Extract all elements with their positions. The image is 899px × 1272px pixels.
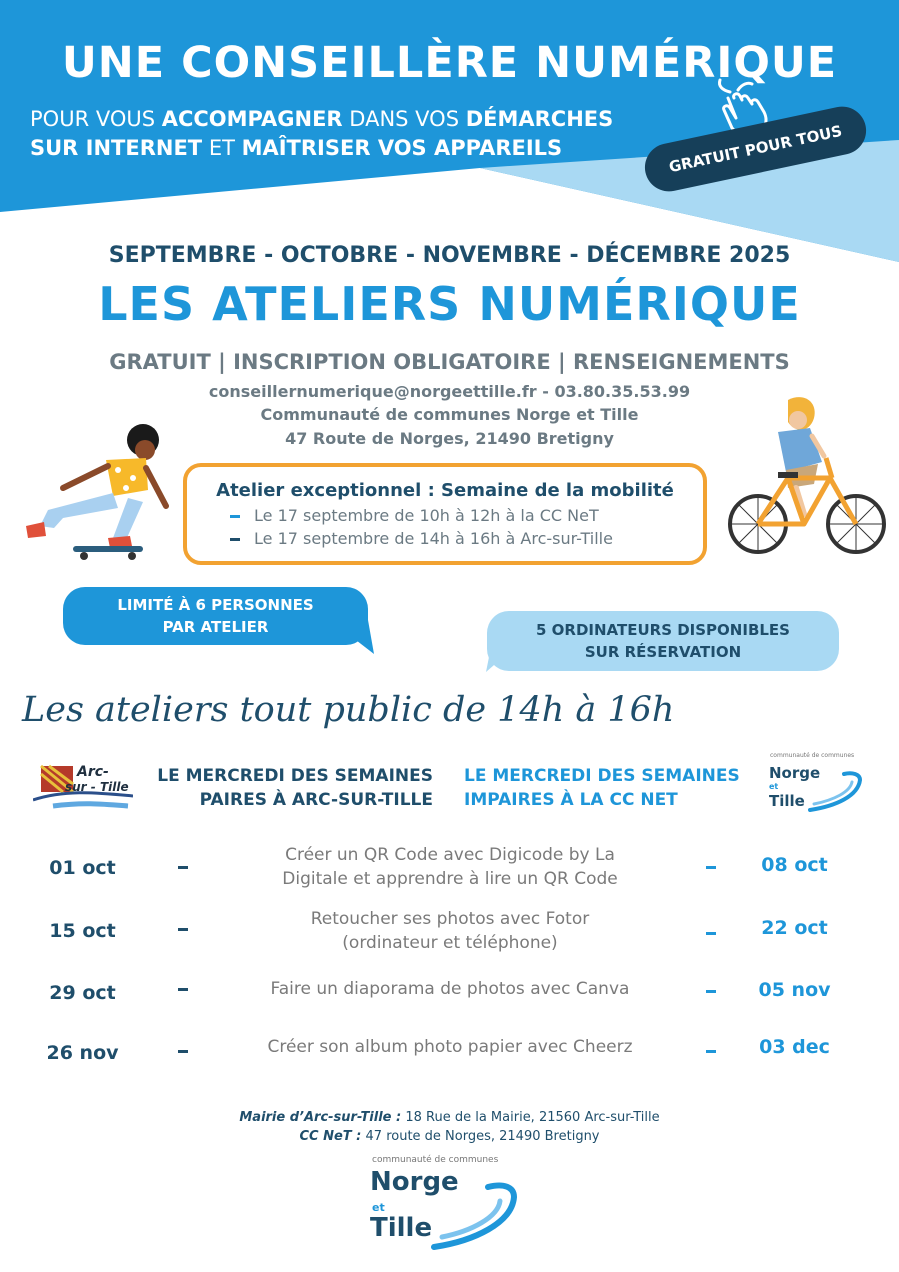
row-dash [706,1050,716,1053]
event-title: Atelier exceptionnel : Semaine de la mobilité [216,480,674,501]
row-date-right: 05 nov [758,979,831,1001]
subtitle-line-1: POUR VOUS ACCOMPAGNER DANS VOS DÉMARCHES [30,107,614,131]
event-line: Le 17 septembre de 10h à 12h à la CC NeT [230,506,599,525]
contact-org: Communauté de communes Norge et Tille [260,405,639,424]
row-dash [706,866,716,869]
row-description: Retoucher ses photos avec Fotor (ordinateur et téléphone) [310,909,590,953]
row-date-left: 01 oct [49,857,116,879]
norge-tille-logo: communauté de communes Norge et Tille [370,1155,520,1255]
row-description: Créer son album photo papier avec Cheerz [267,1037,633,1057]
workshops-heading: Les ateliers tout public de 14h à 16h [22,690,675,730]
column-left-heading: LE MERCREDI DES SEMAINES PAIRES À ARC-SUR-TILLE [157,766,433,810]
row-dash [706,932,716,935]
row-date-left: 15 oct [49,920,116,942]
row-description: Faire un diaporama de photos avec Canva [270,979,630,999]
row-dash [178,988,188,991]
row-date-right: 22 oct [761,917,828,939]
norge-tille-logo-small: communauté de communes Norge et Tille [766,752,866,818]
row-date-left: 26 nov [46,1042,119,1064]
cyclist-illustration [726,392,888,560]
norge-swoosh-icon [428,1175,518,1251]
row-dash [178,928,188,931]
column-right-heading: LE MERCREDI DES SEMAINES IMPAIRES À LA CC NET [464,766,740,810]
norge-swoosh-icon [806,766,864,816]
footer-line-1: Mairie d’Arc-sur-Tille : 18 Rue de la Mairie, 21560 Arc-sur-Tille [239,1110,660,1125]
row-dash [706,990,716,993]
computers-bubble: 5 ORDINATEURS DISPONIBLES SUR RÉSERVATION [487,611,839,671]
arc-sur-tille-logo: Arc- sur - Tille [33,762,133,816]
row-dash [178,866,188,869]
dash-bullet [230,538,240,541]
row-dash [178,1050,188,1053]
contact-address: 47 Route de Norges, 21490 Bretigny [285,429,614,448]
event-line: Le 17 septembre de 14h à 16h à Arc-sur-Tille [230,529,613,548]
row-date-left: 29 oct [49,982,116,1004]
row-date-right: 03 dec [759,1036,830,1058]
capacity-bubble: LIMITÉ À 6 PERSONNES PAR ATELIER [63,587,368,645]
main-title: UNE CONSEILLÈRE NUMÉRIQUE [61,38,838,88]
dash-bullet [230,515,240,518]
info-line: GRATUIT | INSCRIPTION OBLIGATOIRE | RENSEIGNEMENTS [109,350,790,374]
footer-line-2: CC NeT : 47 route de Norges, 21490 Bretigny [299,1129,600,1144]
contact-email-phone: conseillernumerique@norgeettille.fr - 03.80.35.53.99 [208,382,691,401]
free-badge: GRATUIT POUR TOUS [640,102,870,196]
subtitle-line-2: SUR INTERNET ET MAÎTRISER VOS APPAREILS [30,136,563,160]
skateboarder-illustration [18,418,178,563]
row-description: Créer un QR Code avec Digicode by La Digitale et apprendre à lire un QR Code [282,845,618,889]
months-line: SEPTEMBRE - OCTOBRE - NOVEMBRE - DÉCEMBRE 2025 [108,243,791,268]
ateliers-title: LES ATELIERS NUMÉRIQUE [98,277,801,331]
row-date-right: 08 oct [761,854,828,876]
